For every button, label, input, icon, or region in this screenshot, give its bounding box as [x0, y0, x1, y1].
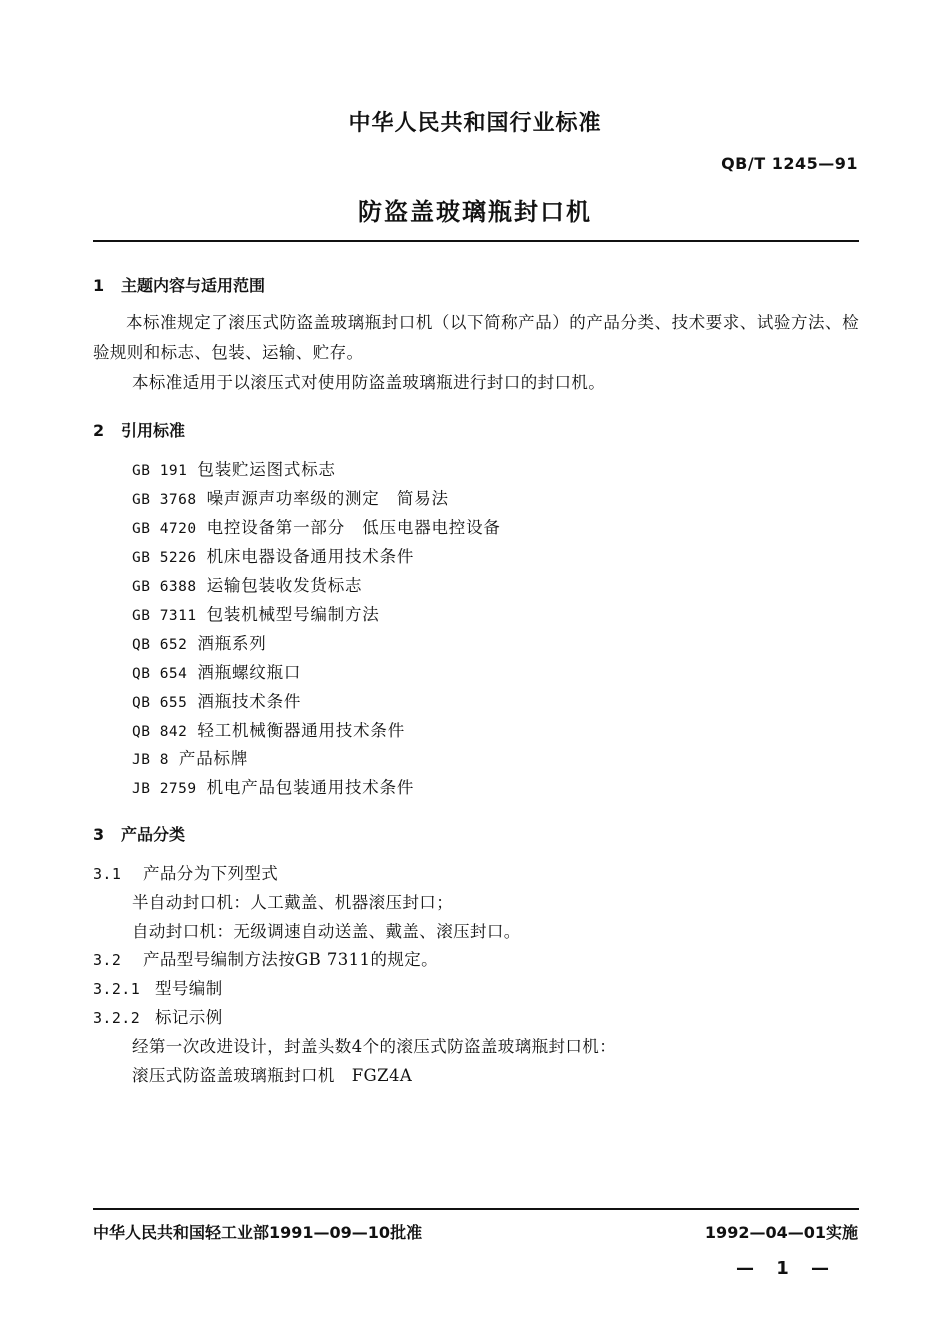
- reference-code: GB 4720: [132, 521, 197, 537]
- reference-item: [132, 543, 414, 567]
- reference-name: 产品标牌: [178, 749, 249, 768]
- reference-item: [132, 745, 248, 769]
- reference-code: GB 6388: [132, 579, 197, 595]
- reference-item: [132, 456, 336, 480]
- section-number: 1: [93, 276, 105, 295]
- reference-code: JB 2759: [132, 781, 197, 797]
- clause-text: 型号编制: [155, 979, 223, 998]
- standard-code: QB/T 1245—91: [721, 154, 858, 173]
- section-2-heading: [93, 418, 185, 441]
- reference-item: [132, 514, 501, 538]
- reference-code: QB 655: [132, 695, 188, 711]
- section-3-heading: [93, 822, 185, 845]
- section-title: 主题内容与适用范围: [121, 276, 266, 295]
- implementation-date: 1992—04—01实施: [704, 1223, 858, 1242]
- reference-name: 酒瓶螺纹瓶口: [197, 663, 302, 682]
- footer-divider: [93, 1208, 859, 1210]
- product-type-item: 半自动封口机：人工戴盖、机器滚压封口；: [132, 893, 454, 912]
- reference-item: [132, 659, 301, 683]
- reference-code: JB 8: [132, 752, 169, 768]
- reference-code: GB 5226: [132, 550, 197, 566]
- section-1-heading: [93, 273, 265, 296]
- clause-number: 3.1: [93, 865, 122, 883]
- reference-item: [132, 717, 405, 741]
- document-title: 防盗盖玻璃瓶封口机: [358, 198, 592, 226]
- reference-item: [132, 572, 362, 596]
- clause-3-1: [93, 860, 278, 884]
- reference-item: [132, 601, 380, 625]
- reference-item: [132, 630, 267, 654]
- clause-number: 3.2.2: [93, 1009, 141, 1027]
- clause-number: 3.2.1: [93, 980, 141, 998]
- reference-item: [132, 485, 449, 509]
- reference-code: QB 654: [132, 666, 188, 682]
- reference-name: 包装贮运图式标志: [197, 460, 336, 479]
- product-type-item: 自动封口机：无级调速自动送盖、戴盖、滚压封口。: [132, 922, 521, 941]
- reference-item: [132, 688, 301, 712]
- reference-name: 机床电器设备通用技术条件: [206, 547, 415, 566]
- clause-text: 产品型号编制方法按GB 7311的规定。: [143, 950, 439, 969]
- clause-3-2-2: [93, 1004, 223, 1028]
- marking-example-line: 滚压式防盗盖玻璃瓶封口机 FGZ4A: [132, 1066, 413, 1085]
- approval-date: 中华人民共和国轻工业部1991—09—10批准: [93, 1223, 423, 1242]
- reference-name: 运输包装收发货标志: [206, 576, 363, 595]
- reference-code: GB 3768: [132, 492, 197, 508]
- clause-text: 标记示例: [155, 1008, 223, 1027]
- clause-number: 3.2: [93, 951, 122, 969]
- reference-name: 噪声源声功率级的测定 简易法: [206, 489, 449, 508]
- section-number: 2: [93, 421, 105, 440]
- section-number: 3: [93, 825, 105, 844]
- section-title: 引用标准: [121, 421, 186, 440]
- marking-example-line: 经第一次改进设计，封盖头数4个的滚压式防盗盖玻璃瓶封口机：: [132, 1037, 617, 1056]
- clause-3-2: [93, 946, 438, 970]
- clause-text: 产品分为下列型式: [143, 864, 279, 883]
- reference-code: GB 7311: [132, 608, 197, 624]
- reference-name: 轻工机械衡器通用技术条件: [197, 721, 405, 740]
- header-divider: [93, 240, 859, 242]
- reference-item: [132, 774, 414, 798]
- section-1-paragraph-1: 本标准规定了滚压式防盗盖玻璃瓶封口机（以下简称产品）的产品分类、技术要求、试验方法、检验规则和标志、包装、运输、贮存。: [93, 313, 859, 362]
- clause-3-2-1: [93, 975, 223, 999]
- reference-name: 机电产品包装通用技术条件: [206, 778, 415, 797]
- reference-name: 包装机械型号编制方法: [206, 605, 380, 624]
- reference-code: QB 842: [132, 724, 188, 740]
- reference-name: 电控设备第一部分 低压电器电控设备: [206, 518, 501, 537]
- standard-category: 中华人民共和国行业标准: [348, 111, 602, 136]
- reference-code: GB 191: [132, 463, 188, 479]
- reference-code: QB 652: [132, 637, 188, 653]
- page-number: — 1 —: [735, 1258, 837, 1279]
- reference-name: 酒瓶技术条件: [197, 692, 302, 711]
- reference-name: 酒瓶系列: [197, 634, 267, 653]
- section-title: 产品分类: [121, 825, 186, 844]
- section-1-paragraph-2: 本标准适用于以滚压式对使用防盗盖玻璃瓶进行封口的封口机。: [132, 373, 606, 392]
